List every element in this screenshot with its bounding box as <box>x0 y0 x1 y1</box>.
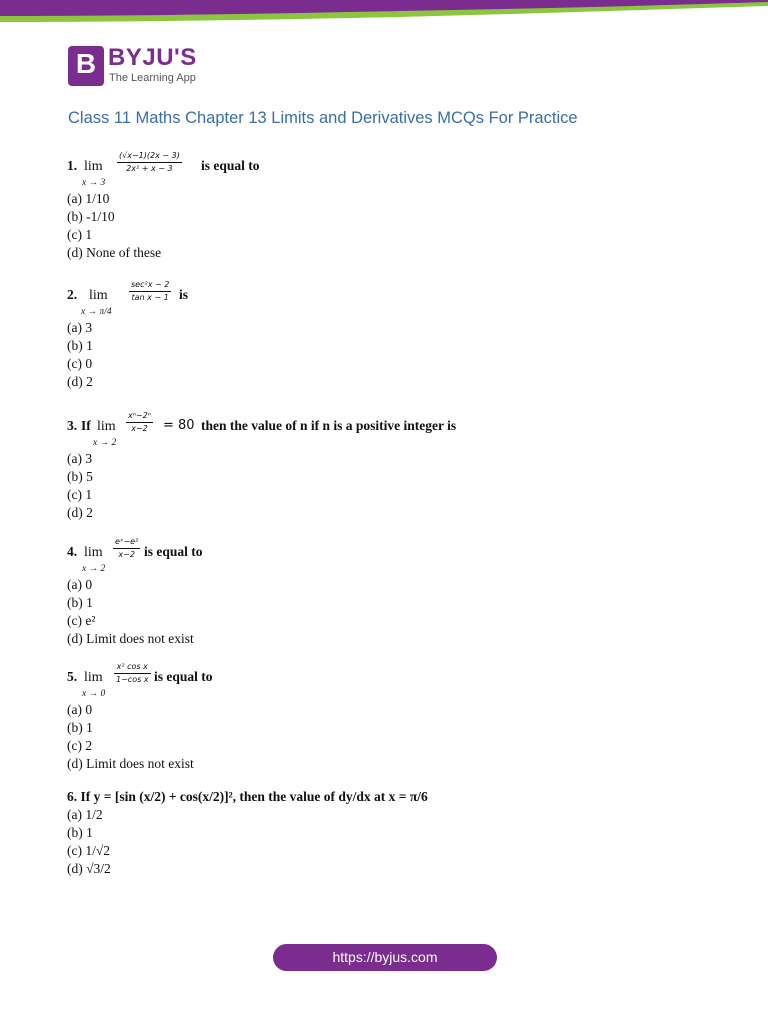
fraction <box>129 279 171 304</box>
fraction-denominator: 1−cos x <box>116 675 149 684</box>
question-2-statement <box>67 280 189 319</box>
option-c: (c) 1 <box>67 227 93 242</box>
question-number: 3. <box>67 418 78 433</box>
fraction-denominator: tan x − 1 <box>131 293 169 302</box>
option-a: (a) 1/10 <box>67 191 110 206</box>
question-1 <box>67 151 260 262</box>
lim-text: lim <box>84 159 103 174</box>
logo-tagline: The Learning App <box>109 72 196 84</box>
limit <box>82 669 106 699</box>
limit <box>82 158 106 188</box>
logo-name: BYJU'S <box>108 44 197 71</box>
fraction-numerator: (√x−1)(2x − 3) <box>117 150 182 163</box>
fraction-denominator: x−2 <box>131 424 148 433</box>
option-b: (b) 1 <box>67 595 93 610</box>
logo-badge <box>68 46 104 86</box>
lim-text: lim <box>84 670 103 685</box>
question-2 <box>67 280 189 391</box>
option-a: (a) 0 <box>67 702 93 717</box>
fraction-denominator: 2x² + x − 3 <box>126 164 173 173</box>
limit <box>82 544 106 574</box>
option-b: (b) 1 <box>67 720 93 735</box>
option-b: (b) 1 <box>67 338 93 353</box>
equals-80: = 80 <box>163 418 195 433</box>
question-1-statement <box>67 151 260 190</box>
lim-text: lim <box>84 545 103 560</box>
lim-subscript: x → 0 <box>82 689 106 699</box>
option-c: (c) 2 <box>67 738 93 753</box>
question-number: 2. <box>67 287 78 302</box>
question-3 <box>67 411 457 522</box>
lim-text: lim <box>89 288 108 303</box>
lim-text: lim <box>97 419 116 434</box>
question-tail: then the value of n if n is a positive integer is <box>201 418 457 433</box>
question-4-statement <box>67 537 203 576</box>
option-d: (d) 2 <box>67 374 93 389</box>
question-number: 4. <box>67 544 78 559</box>
option-a: (a) 3 <box>67 320 93 335</box>
fraction-numerator: eˣ−e² <box>113 536 140 549</box>
lim-subscript: x → 2 <box>82 564 106 574</box>
option-d: (d) Limit does not exist <box>67 631 194 646</box>
question-tail: is equal to <box>144 544 203 559</box>
lim-subscript: x → 3 <box>82 178 106 188</box>
question-number: 1. <box>67 158 78 173</box>
fraction <box>114 661 151 686</box>
fraction <box>117 150 182 175</box>
fraction-numerator: sec²x − 2 <box>129 279 171 292</box>
question-6-statement <box>67 788 428 806</box>
lim-subscript: x → 2 <box>93 438 117 448</box>
document-title: Class 11 Maths Chapter 13 Limits and Derivatives MCQs For Practice <box>68 109 578 127</box>
option-c: (c) 1/√2 <box>67 843 111 858</box>
lim-subscript: x → π/4 <box>81 307 112 317</box>
fraction <box>113 536 140 561</box>
header-wave <box>0 0 768 30</box>
question-tail: is <box>179 287 189 302</box>
limit <box>93 418 117 448</box>
question-5-statement <box>67 662 213 701</box>
fraction-denominator: x−2 <box>118 550 135 559</box>
limit <box>81 287 112 317</box>
option-c: (c) 1 <box>67 487 93 502</box>
option-a: (a) 1/2 <box>67 807 103 822</box>
fraction-numerator: x² cos x <box>114 661 151 674</box>
option-d: (d) 2 <box>67 505 93 520</box>
question-4 <box>67 537 203 648</box>
question-tail: is equal to <box>201 158 260 173</box>
option-a: (a) 0 <box>67 577 93 592</box>
footer-url-link[interactable]: https://byjus.com <box>273 944 497 971</box>
question-number: 5. <box>67 669 78 684</box>
option-c: (c) e² <box>67 613 96 628</box>
question-text: If y = [sin (x/2) + cos(x/2)]², then the value of dy/dx at x = π/6 <box>80 789 428 804</box>
question-number: 6. <box>67 789 78 804</box>
question-6 <box>67 788 428 878</box>
fraction-numerator: xⁿ−2ⁿ <box>126 410 153 423</box>
fraction <box>126 410 153 435</box>
option-c: (c) 0 <box>67 356 93 371</box>
option-d: (d) None of these <box>67 245 162 260</box>
question-prefix: If <box>81 418 91 433</box>
logo-letter: B <box>75 48 97 79</box>
option-a: (a) 3 <box>67 451 93 466</box>
question-3-statement <box>67 411 457 450</box>
option-b: (b) -1/10 <box>67 209 115 224</box>
question-tail: is equal to <box>154 669 213 684</box>
option-d: (d) √3/2 <box>67 861 111 876</box>
option-b: (b) 1 <box>67 825 93 840</box>
question-5 <box>67 662 213 773</box>
option-d: (d) Limit does not exist <box>67 756 194 771</box>
option-b: (b) 5 <box>67 469 93 484</box>
